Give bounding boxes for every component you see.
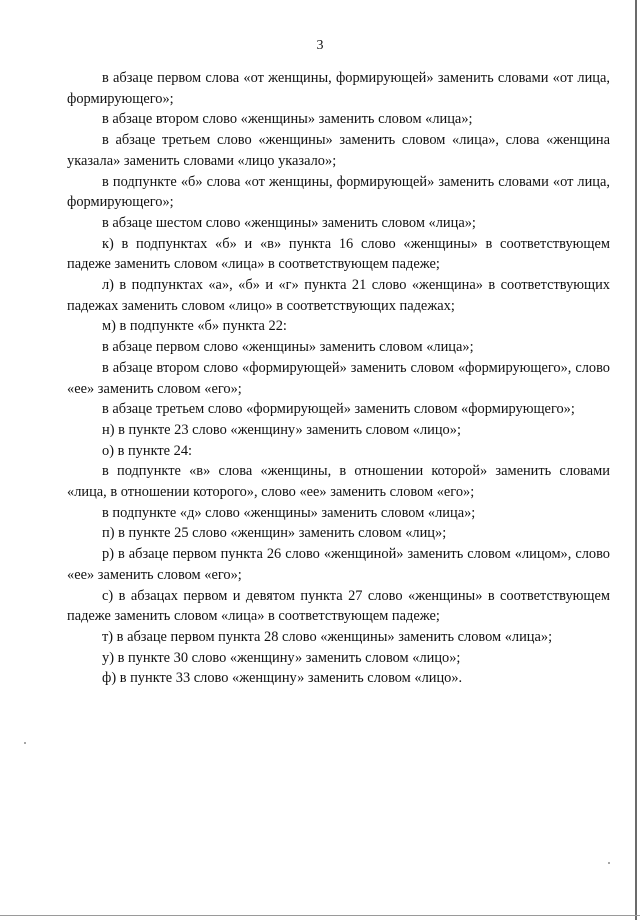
scan-speck — [608, 862, 610, 864]
paragraph: н) в пункте 23 слово «женщину» заменить словом «лицо»; — [102, 421, 461, 438]
paragraph: о) в пункте 24: — [102, 442, 193, 459]
paragraph: к) в подпунктах «б» и «в» пункта 16 слово «женщины» в соответствующем падеже заменить словом «лица» в соответствующем падеже; — [67, 235, 610, 273]
paragraph: у) в пункте 30 слово «женщину» заменить словом «лицо»; — [102, 649, 461, 666]
paragraph: т) в абзаце первом пункта 28 слово «женщины» заменить словом «лица»; — [102, 628, 553, 645]
paragraph: в абзаце третьем слово «женщины» заменить словом «лица», слова «женщина указала» заменить словами «лицо указало»; — [67, 132, 610, 169]
paragraph: в подпункте «д» слово «женщины» заменить словом «лица»; — [102, 504, 476, 521]
paragraph: в абзаце втором слово «женщины» заменить словом «лица»; — [102, 111, 473, 128]
paragraph: п) в пункте 25 слово «женщин» заменить словом «лиц»; — [102, 525, 447, 542]
paragraph: л) в подпунктах «а», «б» и «г» пункта 21 слово «женщина» в соответствующих падежах заменить словом «лицо» в соответствующих падежах; — [67, 277, 610, 314]
paragraph: в абзаце шестом слово «женщины» заменить словом «лица»; — [102, 214, 476, 231]
paragraph: ф) в пункте 33 слово «женщину» заменить словом «лицо». — [102, 670, 463, 687]
paragraph: в подпункте «б» слова «от женщины, формирующей» заменить словами «от лица, формирующего»; — [67, 173, 610, 211]
paragraph: в подпункте «в» слова «женщины, в отношении которой» заменить словами «лица, в отношении которого», слово «ее» заменить словом «его»; — [67, 463, 610, 501]
paragraph: в абзаце первом слова «от женщины, формирующей» заменить словами «от лица, формирующего»; — [67, 70, 610, 107]
paragraph: в абзаце втором слово «формирующей» заменить словом «формирующего», слово «ее» заменить словом «его»; — [67, 359, 610, 397]
paragraph: в абзаце третьем слово «формирующей» заменить словом «формирующего»; — [102, 401, 575, 418]
paragraph: р) в абзаце первом пункта 26 слово «женщиной» заменить словом «лицом», слово «ее» заменить словом «его»; — [67, 546, 610, 583]
page-edge-right — [635, 0, 637, 920]
page-number: 3 — [316, 38, 324, 53]
paragraph: м) в подпункте «б» пункта 22: — [102, 318, 287, 335]
page-edge-bottom — [0, 915, 640, 916]
scan-speck — [24, 742, 26, 744]
paragraph: с) в абзацах первом и девятом пункта 27 слово «женщины» в соответствующем падеже заменить словом «лица» в соответствующем падеже; — [67, 587, 610, 625]
document-body — [67, 68, 610, 689]
paragraph: в абзаце первом слово «женщины» заменить словом «лица»; — [102, 339, 474, 356]
